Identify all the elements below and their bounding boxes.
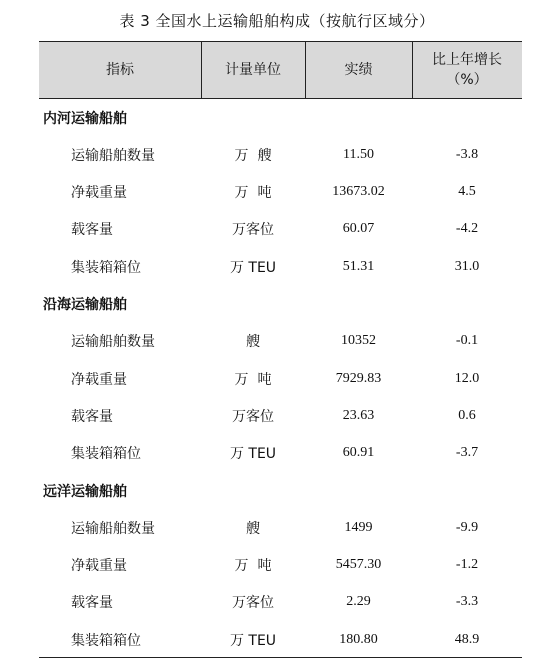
row-value: 2.29	[346, 594, 371, 610]
row-unit: 万客位	[232, 222, 274, 239]
row-label: 运输船舶数量	[71, 520, 155, 537]
row-growth: 4.5	[458, 184, 476, 200]
row-growth: 48.9	[454, 631, 480, 647]
row-value: 60.91	[342, 445, 375, 461]
row-label: 净载重量	[71, 185, 127, 202]
header-growth-line1: 比上年增长	[432, 52, 502, 68]
table-row	[39, 323, 522, 360]
row-label: 集装箱箱位	[71, 632, 141, 649]
row-unit: 万 艘	[234, 147, 272, 164]
row-value: 7929.83	[335, 370, 382, 386]
row-unit: 艘	[246, 334, 260, 351]
row-growth: -4.2	[455, 221, 479, 237]
bottom-rule	[39, 657, 522, 658]
table-row	[39, 248, 522, 285]
row-value: 11.50	[343, 146, 374, 162]
table-row	[39, 509, 522, 546]
row-label: 运输船舶数量	[71, 147, 155, 164]
row-growth: -0.1	[455, 333, 479, 349]
row-label: 集装箱箱位	[71, 259, 141, 276]
table-row	[39, 397, 522, 434]
row-label: 净载重量	[71, 371, 127, 388]
table-row	[39, 547, 522, 584]
row-unit: 万客位	[232, 408, 274, 425]
row-label: 净载重量	[71, 558, 127, 575]
row-value: 10352	[341, 333, 376, 349]
row-unit: 万 TEU	[229, 632, 277, 649]
row-unit: 万 TEU	[229, 446, 277, 463]
row-growth: -3.7	[455, 445, 479, 461]
row-label: 运输船舶数量	[71, 334, 155, 351]
table-row	[39, 174, 522, 211]
row-label: 载客量	[71, 595, 113, 612]
section-heading: 内河运输船舶	[43, 110, 127, 127]
header-actual: 实绩	[344, 62, 373, 78]
row-value: 51.31	[342, 258, 375, 274]
row-growth: 12.0	[454, 370, 480, 386]
row-label: 集装箱箱位	[71, 446, 141, 463]
section-heading: 沿海运输船舶	[43, 297, 127, 313]
row-value: 180.80	[339, 631, 378, 647]
row-growth: -9.9	[455, 519, 479, 535]
row-unit: 万 吨	[234, 371, 272, 388]
top-rule	[39, 41, 522, 42]
header-growth	[412, 42, 522, 98]
row-growth: -3.3	[455, 594, 479, 610]
header-unit: 计量单位	[225, 62, 281, 78]
row-unit: 万 吨	[234, 558, 272, 575]
row-value: 23.63	[342, 407, 375, 423]
row-unit: 艘	[246, 520, 260, 537]
row-growth: -3.8	[455, 146, 479, 162]
table-header	[39, 42, 522, 98]
row-unit: 万客位	[232, 595, 274, 612]
row-value: 60.07	[342, 221, 375, 237]
table-row	[39, 584, 522, 621]
table-title: 表 3 全国水上运输船舶构成（按航行区域分）	[119, 12, 435, 30]
section-heading: 远洋运输船舶	[43, 483, 127, 500]
table-row	[39, 360, 522, 397]
row-unit: 万 吨	[234, 185, 272, 202]
row-unit: 万 TEU	[229, 259, 277, 276]
row-value: 1499	[344, 519, 373, 535]
header-indicator: 指标	[106, 62, 134, 78]
row-growth: -1.2	[455, 557, 479, 573]
table-row	[39, 435, 522, 472]
table-row	[39, 621, 522, 658]
row-value: 13673.02	[332, 184, 385, 200]
row-value: 5457.30	[335, 557, 382, 573]
table-row	[39, 136, 522, 173]
header-growth-line2: （%）	[446, 72, 488, 88]
table-row	[39, 211, 522, 248]
row-label: 载客量	[71, 222, 113, 239]
row-growth: 0.6	[458, 407, 476, 423]
row-growth: 31.0	[454, 258, 480, 274]
row-label: 载客量	[71, 408, 113, 425]
